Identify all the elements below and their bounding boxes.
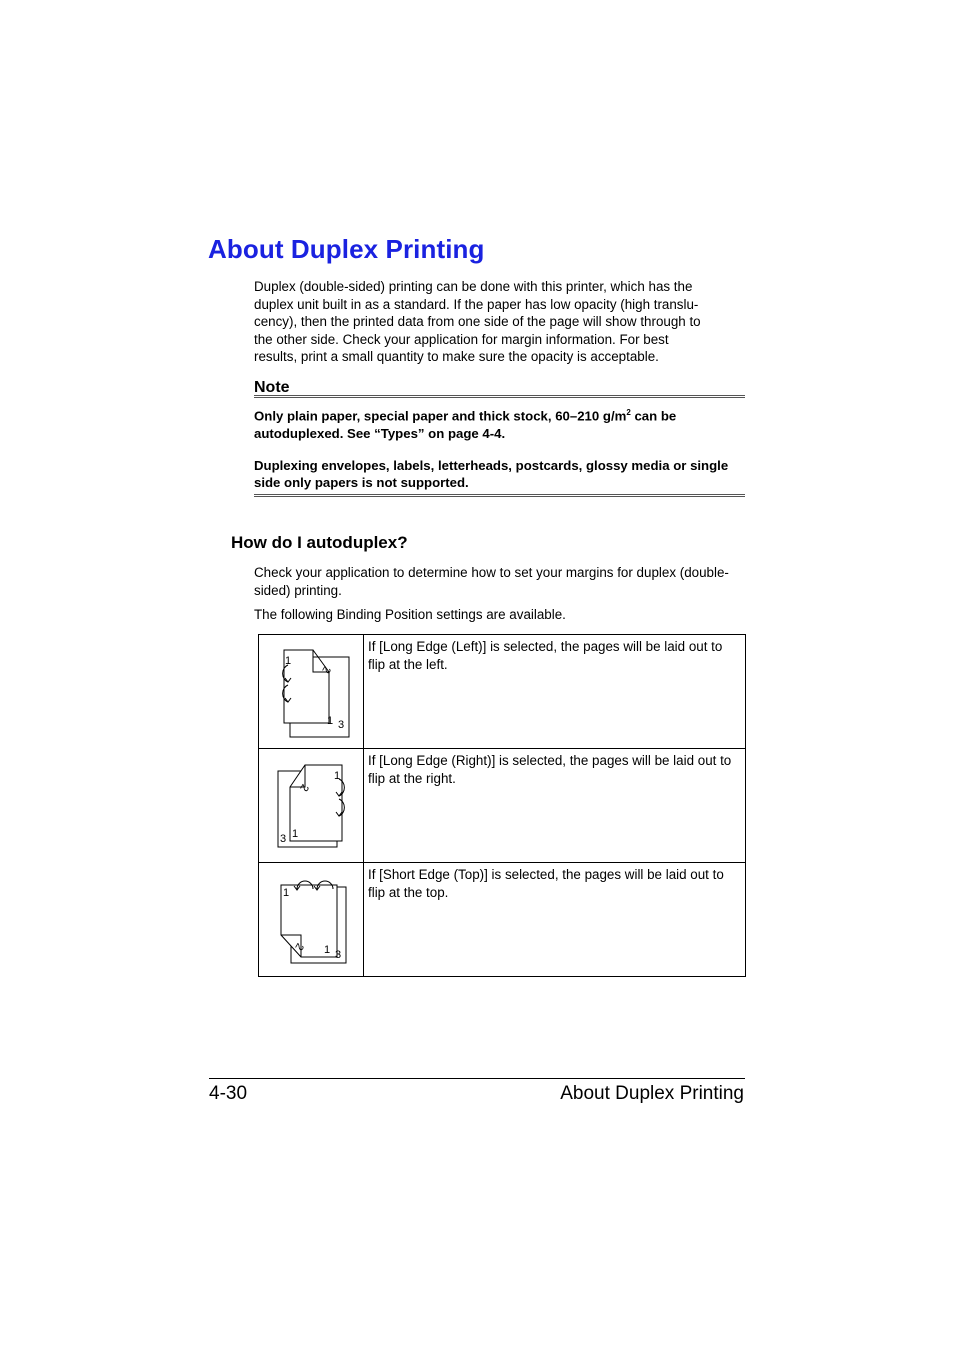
page-label: 1 [334, 770, 341, 782]
intro-line: duplex unit built in as a standard. If the paper has low opacity (high translu- [254, 296, 699, 312]
note-text: can be autoduplexed. See “Types” on page 4-4. [254, 408, 677, 441]
intro-line: results, print a small quantity to make sure the opacity is acceptable. [254, 349, 659, 365]
intro-paragraph [254, 278, 746, 366]
icon-cell [259, 635, 364, 749]
note-paragraph-paper-types [254, 404, 746, 442]
page-label: 2 [319, 663, 333, 676]
note-text: Only plain paper, special paper and thick stock, 60–210 g/m [254, 408, 627, 424]
icon-cell [259, 749, 364, 863]
footer-rule [209, 1078, 745, 1079]
note-paragraph-unsupported: Duplexing envelopes, labels, letterheads, postcards, glossy media or single side only papers is not supported. [254, 458, 729, 491]
binding-position-table [258, 634, 746, 977]
intro-line: Duplex (double-sided) printing can be done with this printer, which has the [254, 279, 693, 294]
page-label: 1 [324, 944, 331, 956]
page-label: 1 [285, 655, 292, 667]
note-bottom-rule [254, 494, 745, 497]
footer-title: About Duplex Printing [560, 1083, 744, 1104]
table-row [259, 635, 746, 749]
section-paragraph: Check your application to determine how to set your margins for duplex (double-sided) printing. [254, 565, 729, 598]
intro-line: cency), then the printed data from one side of the page will show through to [254, 314, 701, 330]
section-heading: How do I autoduplex? [231, 533, 408, 552]
page-label: 3 [338, 719, 345, 731]
page-label: 3 [280, 833, 287, 845]
note-top-rule [254, 395, 745, 398]
page-label: 1 [283, 887, 290, 899]
long-edge-right-binding-icon [259, 749, 363, 859]
binding-description: If [Long Edge (Left)] is selected, the pages will be laid out to flip at the left. [364, 635, 746, 749]
page-label: 1 [292, 828, 299, 840]
page-label: 2 [292, 940, 306, 953]
intro-line: the other side. Check your application for margin information. For best [254, 331, 669, 347]
binding-description: If [Short Edge (Top)] is selected, the pages will be laid out to flip at the top. [364, 863, 746, 977]
page-title: About Duplex Printing [208, 234, 485, 264]
page-label: 3 [335, 949, 342, 961]
binding-description: If [Long Edge (Right)] is selected, the pages will be laid out to flip at the right. [364, 749, 746, 863]
table-row [259, 749, 746, 863]
long-edge-left-binding-icon [259, 635, 363, 745]
icon-cell [259, 863, 364, 977]
page-label: 1 [327, 715, 334, 727]
section-paragraph: The following Binding Position settings are available. [254, 607, 566, 622]
footer-page-number: 4-30 [209, 1083, 248, 1104]
superscript: 2 [626, 408, 631, 417]
page-label: 2 [297, 781, 311, 794]
table-row [259, 863, 746, 977]
short-edge-top-binding-icon [259, 863, 363, 973]
note-title: Note [254, 379, 290, 396]
